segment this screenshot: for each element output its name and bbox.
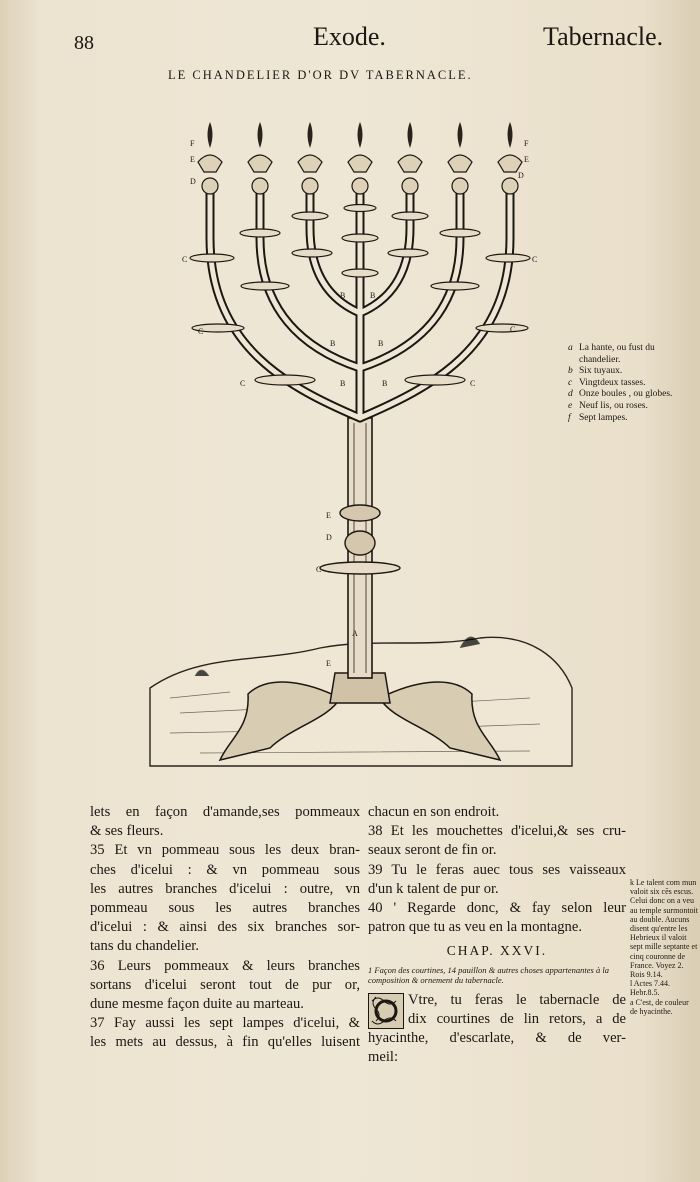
plate-letter: C [198,327,204,336]
plate-letter: F [524,139,529,148]
plate-letter: E [326,659,331,668]
verse-line: Vtre, tu feras le tabernacle de [408,991,626,1008]
plate-letter: C [316,565,322,574]
right-column [368,803,626,1067]
side-note: k Le talent com mun valoit six cēs escus. Celui donc on a veu au temple surmontoit au double. Aucuns disent qu'entre les Hebrieux il valoit sept mille septante et cinq couronne de France. Voyez 2. Rois 9.14. [630,878,698,980]
verse-line: & ses fleurs. [90,823,164,840]
legend-item: d Onze boules , ou globes. [568,389,673,400]
verse-line: sortans d'icelui seront tout de pur or, [90,976,360,993]
plate-letter: B [340,291,346,300]
plate-letter: C [470,379,476,388]
plate-letter: B [382,379,388,388]
plate-letter: D [326,533,332,542]
verse-line: tans du chandelier. [90,938,200,955]
verse-line: 40 ' Regarde donc, & fay selon leur [368,900,626,917]
plate-letter: B [378,339,384,348]
plate-letter: F [190,139,195,148]
legend-item: e Neuf lis, ou roses. [568,400,648,411]
plate-letter: E [524,155,529,164]
verse-line: hyacinthe, d'escarlate, & de ver- [368,1030,626,1047]
verse-line: les autres branches d'icelui : outre, vn [90,880,360,897]
plate-legend [568,343,696,424]
verse-line: ches d'icelui : & vn pommeau sous [90,861,360,878]
plate-title: LE CHANDELIER D'OR DV TABERNACLE. [168,68,473,82]
side-note: a C'est, de couleur de hyacinthe. [630,997,689,1016]
menorah-woodcut [140,88,580,778]
running-header-section: Tabernacle. [543,22,664,51]
plate-letter: B [370,291,376,300]
plate-letter: D [190,177,196,186]
verse-line: d'icelui : & ainsi des six branches sor- [90,919,360,936]
plate-letter: C [510,325,516,334]
plate-letter: C [240,379,246,388]
verse-line: les mets au dessus, à fin qu'elles luisent [90,1034,360,1051]
chapter-summary: 1 Façon des courtines, 14 pauillon & autres choses appartenantes à la composition & ornement du tabernacle. [368,964,609,985]
verse-line: lets en façon d'amande,ses pommeaux [90,804,360,820]
ornamental-initial-icon [368,993,404,1029]
verse-line: seaux seront de fin or. [368,842,497,859]
plate-letter: C [182,255,188,264]
chapter-body [368,991,626,1068]
verse-line: d'un k talent de pur or. [368,880,499,897]
plate-letter: B [340,379,346,388]
page-number: 88 [74,32,94,54]
plate-letter: A [352,629,358,638]
side-note: l Actes 7.44. Hebr.8.5. [630,979,670,998]
verse-line: dune mesme façon duite au marteau. [90,996,304,1013]
verse-line: 38 Et les mouchettes d'icelui,& ses cru- [368,823,626,840]
legend-item: c Vingtdeux tasses. [568,377,646,388]
left-column [90,803,360,1053]
verse-line: patron que tu as veu en la montagne. [368,919,582,936]
verse-line: pommeau sous les autres branches [90,900,360,917]
plate-letter: E [326,511,331,520]
verse-line: chacun en son endroit. [368,804,500,820]
verse-line: dix courtines de lin retors, a de [408,1010,626,1027]
plate-letter: D [518,171,524,180]
verse-line: 39 Tu le feras auec tous ses vaisseaux [368,861,626,878]
chapter-heading: CHAP. XXVI. [446,943,548,959]
legend-item: f Sept lampes. [568,412,628,423]
verse-line: 36 Leurs pommeaux & leurs branches [90,957,360,974]
verse-line: 37 Fay aussi les sept lampes d'icelui, & [90,1015,360,1032]
plate-letter: C [532,255,538,264]
running-header-book: Exode. [313,22,386,51]
plate-letter: E [190,155,195,164]
legend-item: a La hante, ou fust du chandelier. [568,343,655,365]
legend-item: b Six tuyaux. [568,366,623,377]
plate-letter: B [330,339,336,348]
verse-line: 35 Et vn pommeau sous les deux bran- [90,842,360,859]
verse-line: meil: [368,1049,398,1066]
side-notes [630,878,698,1016]
